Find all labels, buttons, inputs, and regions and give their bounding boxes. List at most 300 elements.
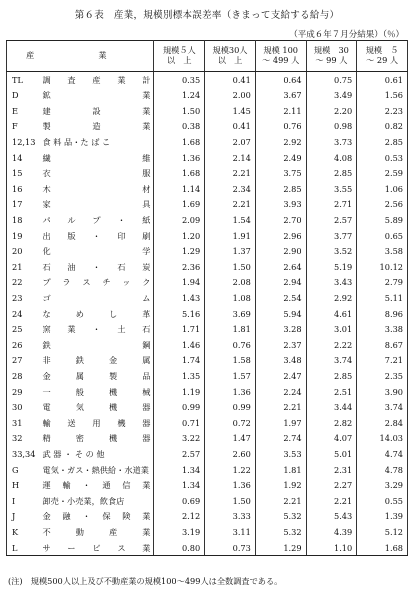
- industry-name-part: 学: [142, 246, 151, 257]
- error-rate-value: 1.08: [205, 290, 256, 306]
- industry-name-part: 鉱: [42, 90, 51, 101]
- error-rate-value: 2.49: [255, 150, 306, 166]
- table-row: [7, 446, 408, 462]
- error-rate-value: 1.43: [154, 290, 205, 306]
- header-size-30-plus: 規模30人 以 上: [205, 41, 256, 72]
- industry-name: [39, 181, 154, 197]
- industry-name-part: チ: [102, 277, 111, 288]
- error-rate-value: 7.21: [357, 353, 408, 369]
- table-row: [7, 493, 408, 509]
- footnote: (注) 規模500人以上及び不動産業の規模100～499人は全数調査である。: [8, 576, 283, 586]
- industry-name-part: 設: [92, 105, 101, 116]
- error-rate-value: 1.50: [205, 493, 256, 509]
- industry-code: H: [7, 477, 40, 493]
- industry-name-part: 具: [142, 199, 151, 210]
- industry-name-part: 業: [142, 480, 151, 491]
- industry-name-part: 機: [108, 386, 118, 397]
- error-rate-value: 4.08: [306, 150, 357, 166]
- error-rate-value: 4.78: [357, 462, 408, 478]
- industry-name-part: 産: [108, 526, 118, 537]
- industry-code: 31: [7, 415, 40, 431]
- industry-name-part: ・: [92, 230, 101, 241]
- error-rate-value: 2.12: [154, 509, 205, 525]
- error-rate-value: 3.33: [205, 509, 256, 525]
- error-rate-value: 1.34: [154, 477, 205, 493]
- industry-name-part: な: [42, 308, 51, 319]
- error-rate-value: 2.54: [255, 290, 306, 306]
- error-rate-value: 1.92: [255, 477, 306, 493]
- header-size-100-499: 規模 100 ～ 499 人: [255, 41, 306, 72]
- error-rate-value: 3.93: [255, 197, 306, 213]
- table-row: [7, 181, 408, 197]
- error-rate-value: 2.34: [205, 181, 256, 197]
- error-rate-value: 1.20: [154, 228, 205, 244]
- error-rate-value: 4.74: [357, 446, 408, 462]
- error-rate-value: 0.65: [357, 228, 408, 244]
- error-rate-value: 1.68: [357, 540, 408, 556]
- industry-name: [39, 72, 154, 88]
- industry-code: I: [7, 493, 40, 509]
- industry-name-part: 通: [102, 480, 111, 491]
- table-row: [7, 431, 408, 447]
- error-rate-value: 3.69: [205, 306, 256, 322]
- error-rate-value: 5.19: [306, 259, 357, 275]
- industry-name-part: 卸売・小売業，飲食店: [42, 495, 125, 506]
- error-rate-value: 0.64: [255, 72, 306, 88]
- industry-code: 14: [7, 150, 40, 166]
- error-rate-value: 3.29: [357, 477, 408, 493]
- error-rate-value: 1.81: [205, 322, 256, 338]
- error-rate-value: 0.61: [357, 72, 408, 88]
- table-row: [7, 322, 408, 338]
- industry-name-part: 版: [67, 230, 76, 241]
- error-rate-value: 1.36: [205, 384, 256, 400]
- industry-name-part: 信: [122, 480, 131, 491]
- error-rate-value: 0.53: [357, 150, 408, 166]
- error-rate-value: 0.99: [154, 399, 205, 415]
- table-row: [7, 509, 408, 525]
- error-rate-value: 2.09: [154, 212, 205, 228]
- error-rate-value: 10.12: [357, 259, 408, 275]
- header-size-5-29: 規模 ５ ～ 29 人: [357, 41, 408, 72]
- industry-name-part: ッ: [122, 277, 131, 288]
- unit-label: （平成６年７月分結果）（％）: [289, 30, 404, 40]
- table-row: [7, 150, 408, 166]
- error-rate-value: 2.31: [306, 462, 357, 478]
- industry-name: [39, 244, 154, 260]
- industry-name-part: 電気・ガス・熱供給・水道業: [42, 464, 149, 475]
- error-rate-value: 4.07: [306, 431, 357, 447]
- table-row: [7, 290, 408, 306]
- error-rate-value: 2.11: [255, 103, 306, 119]
- error-rate-value: 2.84: [357, 415, 408, 431]
- industry-name-part: 送: [67, 417, 76, 428]
- error-rate-value: 4.39: [306, 524, 357, 540]
- industry-name-part: 品: [142, 370, 151, 381]
- table-row: [7, 477, 408, 493]
- error-rate-value: 2.96: [255, 228, 306, 244]
- header-row: [7, 41, 408, 72]
- industry-name-part: 石: [142, 324, 151, 335]
- industry-name: [39, 540, 154, 556]
- error-rate-value: 2.21: [255, 493, 306, 509]
- industry-name-part: ス: [117, 542, 126, 553]
- error-rate-value: 0.71: [154, 415, 205, 431]
- error-rate-value: 1.35: [154, 368, 205, 384]
- error-rate-value: 2.90: [255, 244, 306, 260]
- error-rate-value: 3.22: [154, 431, 205, 447]
- industry-name: [39, 431, 154, 447]
- error-rate-value: 0.69: [154, 493, 205, 509]
- table-row: [7, 119, 408, 135]
- industry-name-part: ス: [82, 277, 91, 288]
- industry-name: [39, 103, 154, 119]
- industry-code: E: [7, 103, 40, 119]
- industry-name-part: 木: [42, 183, 51, 194]
- industry-name-part: 業: [142, 526, 151, 537]
- error-rate-value: 2.82: [306, 415, 357, 431]
- error-rate-value: 2.85: [357, 134, 408, 150]
- industry-name-part: 金: [108, 355, 118, 366]
- industry-code: 28: [7, 368, 40, 384]
- error-rate-value: 1.69: [154, 197, 205, 213]
- industry-name-part: 電: [42, 402, 51, 413]
- table-row: [7, 524, 408, 540]
- industry-name-part: 輸: [62, 480, 71, 491]
- industry-name-part: ル: [67, 215, 76, 226]
- industry-name-part: 建: [42, 105, 51, 116]
- industry-name-part: 化: [42, 246, 51, 257]
- table-row: [7, 540, 408, 556]
- error-rate-value: 0.82: [357, 119, 408, 135]
- industry-name-part: 石: [42, 261, 51, 272]
- industry-code: 32: [7, 431, 40, 447]
- industry-name-part: 調: [42, 74, 51, 85]
- industry-name: [39, 337, 154, 353]
- industry-name: [39, 415, 154, 431]
- table-row: [7, 368, 408, 384]
- industry-name-part: ・: [82, 480, 91, 491]
- error-rate-value: 4.61: [306, 306, 357, 322]
- error-rate-value: 1.19: [154, 384, 205, 400]
- error-rate-value: 0.99: [205, 399, 256, 415]
- error-rate-value: 2.60: [205, 446, 256, 462]
- error-rate-value: 1.22: [205, 462, 256, 478]
- error-rate-value: 3.28: [255, 322, 306, 338]
- error-rate-value: 2.70: [255, 212, 306, 228]
- industry-name-part: プ: [42, 277, 51, 288]
- industry-name: [39, 477, 154, 493]
- industry-name-part: ・: [92, 261, 101, 272]
- industry-name-part: 出: [42, 230, 51, 241]
- error-rate-value: 1.46: [154, 337, 205, 353]
- error-rate-value: 2.85: [306, 166, 357, 182]
- error-rate-value: 0.55: [357, 493, 408, 509]
- industry-name: [39, 368, 154, 384]
- error-rate-value: 0.76: [205, 337, 256, 353]
- industry-code: 33,34: [7, 446, 40, 462]
- error-rate-value: 3.48: [255, 353, 306, 369]
- industry-code: 29: [7, 384, 40, 400]
- industry-name-part: し: [108, 308, 118, 319]
- table-row: [7, 337, 408, 353]
- industry-name: [39, 228, 154, 244]
- industry-name-part: 業: [117, 74, 126, 85]
- industry-name: [39, 275, 154, 291]
- error-rate-value: 0.98: [306, 119, 357, 135]
- error-rate-value: 0.72: [205, 415, 256, 431]
- error-rate-value: 5.43: [306, 509, 357, 525]
- industry-name-part: 機: [108, 433, 118, 444]
- error-rate-value: 2.47: [255, 368, 306, 384]
- industry-name: [39, 119, 154, 135]
- industry-name-part: 属: [142, 355, 151, 366]
- industry-code: 26: [7, 337, 40, 353]
- error-rate-value: 5.32: [255, 524, 306, 540]
- industry-name: [39, 353, 154, 369]
- industry-name: [39, 524, 154, 540]
- error-rate-value: 2.74: [255, 431, 306, 447]
- error-rate-value: 3.75: [255, 166, 306, 182]
- error-rate-value: 2.24: [255, 384, 306, 400]
- error-rate-value: 1.91: [205, 228, 256, 244]
- industry-code: F: [7, 119, 40, 135]
- industry-name-part: 器: [142, 402, 151, 413]
- industry-name-part: 窯: [42, 324, 51, 335]
- error-rate-value: 1.24: [154, 88, 205, 104]
- industry-name-part: プ: [92, 215, 101, 226]
- error-rate-value: 8.67: [357, 337, 408, 353]
- table-row: [7, 259, 408, 275]
- industry-name-part: め: [75, 308, 84, 319]
- error-rate-value: 5.94: [255, 306, 306, 322]
- industry-name-part: 武 器 ・ そ の 他: [42, 448, 105, 459]
- error-rate-value: 1.36: [154, 150, 205, 166]
- industry-code: 25: [7, 322, 40, 338]
- error-rate-value: 2.57: [154, 446, 205, 462]
- error-rate-value: 2.27: [306, 477, 357, 493]
- industry-name-part: ビ: [92, 542, 101, 553]
- error-rate-value: 1.45: [205, 103, 256, 119]
- industry-name-part: サ: [42, 542, 51, 553]
- error-rate-value: 2.36: [154, 259, 205, 275]
- error-rate-value: 2.20: [306, 103, 357, 119]
- industry-name-part: 属: [75, 370, 84, 381]
- error-rate-value: 0.73: [205, 540, 256, 556]
- industry-name-part: 精: [42, 433, 51, 444]
- industry-name-part: 械: [142, 386, 151, 397]
- industry-name-part: 鉄: [75, 355, 84, 366]
- error-rate-value: 1.29: [154, 244, 205, 260]
- industry-code: 24: [7, 306, 40, 322]
- industry-name-part: 輸: [42, 417, 51, 428]
- error-rate-value: 1.37: [205, 244, 256, 260]
- error-rate-value: 2.64: [255, 259, 306, 275]
- industry-name-part: 業: [142, 121, 151, 132]
- industry-name: [39, 212, 154, 228]
- error-rate-value: 2.00: [205, 88, 256, 104]
- industry-name: [39, 290, 154, 306]
- industry-code: TL: [7, 72, 40, 88]
- error-rate-value: 3.67: [255, 88, 306, 104]
- error-rate-value: 5.01: [306, 446, 357, 462]
- error-rate-value: 1.34: [154, 462, 205, 478]
- error-rate-value: 2.21: [205, 166, 256, 182]
- industry-name: [39, 166, 154, 182]
- industry-name-part: ・: [117, 215, 126, 226]
- industry-name-part: 一: [42, 386, 51, 397]
- industry-name-part: 服: [142, 168, 151, 179]
- table-row: [7, 306, 408, 322]
- error-rate-value: 0.41: [205, 119, 256, 135]
- error-rate-value: 1.68: [154, 134, 205, 150]
- table-row: [7, 275, 408, 291]
- table-row: [7, 244, 408, 260]
- error-rate-value: 1.71: [154, 322, 205, 338]
- error-rate-value: 1.74: [154, 353, 205, 369]
- industry-name-part: 家: [42, 199, 51, 210]
- error-rate-value: 3.74: [306, 353, 357, 369]
- industry-name-part: ・: [82, 511, 91, 522]
- industry-name-part: 維: [142, 152, 151, 163]
- error-rate-value: 0.41: [205, 72, 256, 88]
- error-rate-value: 2.51: [306, 384, 357, 400]
- error-rate-value: 0.75: [306, 72, 357, 88]
- industry-name-part: ゴ: [42, 293, 51, 303]
- error-rate-value: 3.53: [255, 446, 306, 462]
- error-rate-value: 3.58: [357, 244, 408, 260]
- header-size-30-99: 規模 30 ～ 99 人: [306, 41, 357, 72]
- industry-name-part: 保: [102, 511, 111, 522]
- error-rate-value: 5.11: [357, 290, 408, 306]
- industry-code: 18: [7, 212, 40, 228]
- error-rate-value: 1.50: [205, 259, 256, 275]
- error-rate-value: 2.94: [255, 275, 306, 291]
- industry-name-part: 機: [117, 417, 126, 428]
- industry-code: K: [7, 524, 40, 540]
- error-rate-value: 1.36: [205, 477, 256, 493]
- industry-name-part: 製: [42, 121, 51, 132]
- industry-name-part: 器: [142, 417, 151, 428]
- error-rate-value: 1.57: [205, 368, 256, 384]
- error-rate-value: 0.80: [154, 540, 205, 556]
- table-row: [7, 462, 408, 478]
- industry-name-part: ク: [142, 277, 151, 288]
- industry-name-part: 般: [75, 386, 84, 397]
- industry-code: L: [7, 540, 40, 556]
- industry-name-part: 革: [142, 308, 151, 319]
- error-rate-value: 2.59: [357, 166, 408, 182]
- industry-name-part: 油: [67, 261, 76, 272]
- industry-name-part: 紙: [142, 215, 151, 226]
- industry-name-part: 業: [142, 105, 151, 116]
- error-rate-value: 1.06: [357, 181, 408, 197]
- error-rate-value: 3.19: [154, 524, 205, 540]
- error-rate-value: 2.21: [205, 197, 256, 213]
- error-rate-value: 2.14: [205, 150, 256, 166]
- error-rate-value: 1.56: [357, 88, 408, 104]
- table-row: [7, 166, 408, 182]
- error-rate-value: 2.71: [306, 197, 357, 213]
- table-row: [7, 399, 408, 415]
- error-rate-value: 8.96: [357, 306, 408, 322]
- industry-name-part: 業: [142, 90, 151, 101]
- error-rate-value: 0.76: [255, 119, 306, 135]
- error-rate-value: 2.79: [357, 275, 408, 291]
- error-rate-value: 1.29: [255, 540, 306, 556]
- table-row: [7, 212, 408, 228]
- industry-name-part: 業: [142, 511, 151, 522]
- industry-name-part: 土: [117, 324, 126, 335]
- industry-code: 12,13: [7, 134, 40, 150]
- error-rate-value: 3.11: [205, 524, 256, 540]
- industry-name-part: ・: [92, 324, 101, 335]
- error-rate-value: 5.32: [255, 509, 306, 525]
- error-rate-value: 5.89: [357, 212, 408, 228]
- industry-name: [39, 322, 154, 338]
- error-rate-value: 1.94: [154, 275, 205, 291]
- error-rate-value: 2.57: [306, 212, 357, 228]
- table-row: [7, 228, 408, 244]
- error-rate-value: 2.56: [357, 197, 408, 213]
- error-rate-value: 5.16: [154, 306, 205, 322]
- error-rate-value: 1.47: [205, 431, 256, 447]
- industry-name-part: 非: [42, 355, 51, 366]
- industry-code: 17: [7, 197, 40, 213]
- industry-name-part: 運: [42, 480, 51, 491]
- page-title: 第６表 産業，規模別標本誤差率（きまって支給する給与）: [74, 10, 340, 21]
- error-rate-table: [6, 40, 408, 556]
- error-rate-value: 3.74: [357, 399, 408, 415]
- error-rate-value: 3.73: [306, 134, 357, 150]
- error-rate-value: 2.22: [306, 337, 357, 353]
- error-rate-value: 2.08: [205, 275, 256, 291]
- error-rate-value: 1.58: [205, 353, 256, 369]
- industry-name: [39, 197, 154, 213]
- industry-name: [39, 399, 154, 415]
- table-row: [7, 88, 408, 104]
- error-rate-value: 14.03: [357, 431, 408, 447]
- industry-name-part: 鋼: [142, 339, 151, 350]
- industry-code: 30: [7, 399, 40, 415]
- industry-name-part: 造: [92, 121, 101, 132]
- industry-code: D: [7, 88, 40, 104]
- error-rate-value: 2.37: [255, 337, 306, 353]
- error-rate-value: 3.90: [357, 384, 408, 400]
- table-row: [7, 353, 408, 369]
- industry-name-part: 険: [122, 511, 131, 522]
- industry-name: [39, 259, 154, 275]
- industry-name-part: 材: [142, 183, 151, 194]
- error-rate-value: 2.23: [357, 103, 408, 119]
- industry-code: 16: [7, 181, 40, 197]
- industry-name: [39, 493, 154, 509]
- industry-code: J: [7, 509, 40, 525]
- error-rate-value: 1.14: [154, 181, 205, 197]
- industry-name-part: ー: [67, 542, 76, 553]
- industry-name-part: 機: [108, 402, 118, 413]
- industry-name-part: 融: [62, 511, 71, 522]
- error-rate-value: 3.38: [357, 322, 408, 338]
- industry-name: [39, 384, 154, 400]
- industry-name-part: 業: [142, 542, 151, 553]
- error-rate-value: 1.39: [357, 509, 408, 525]
- industry-code: 27: [7, 353, 40, 369]
- error-rate-value: 0.35: [154, 72, 205, 88]
- industry-name: [39, 134, 154, 150]
- error-rate-value: 2.92: [255, 134, 306, 150]
- table-row: [7, 72, 408, 88]
